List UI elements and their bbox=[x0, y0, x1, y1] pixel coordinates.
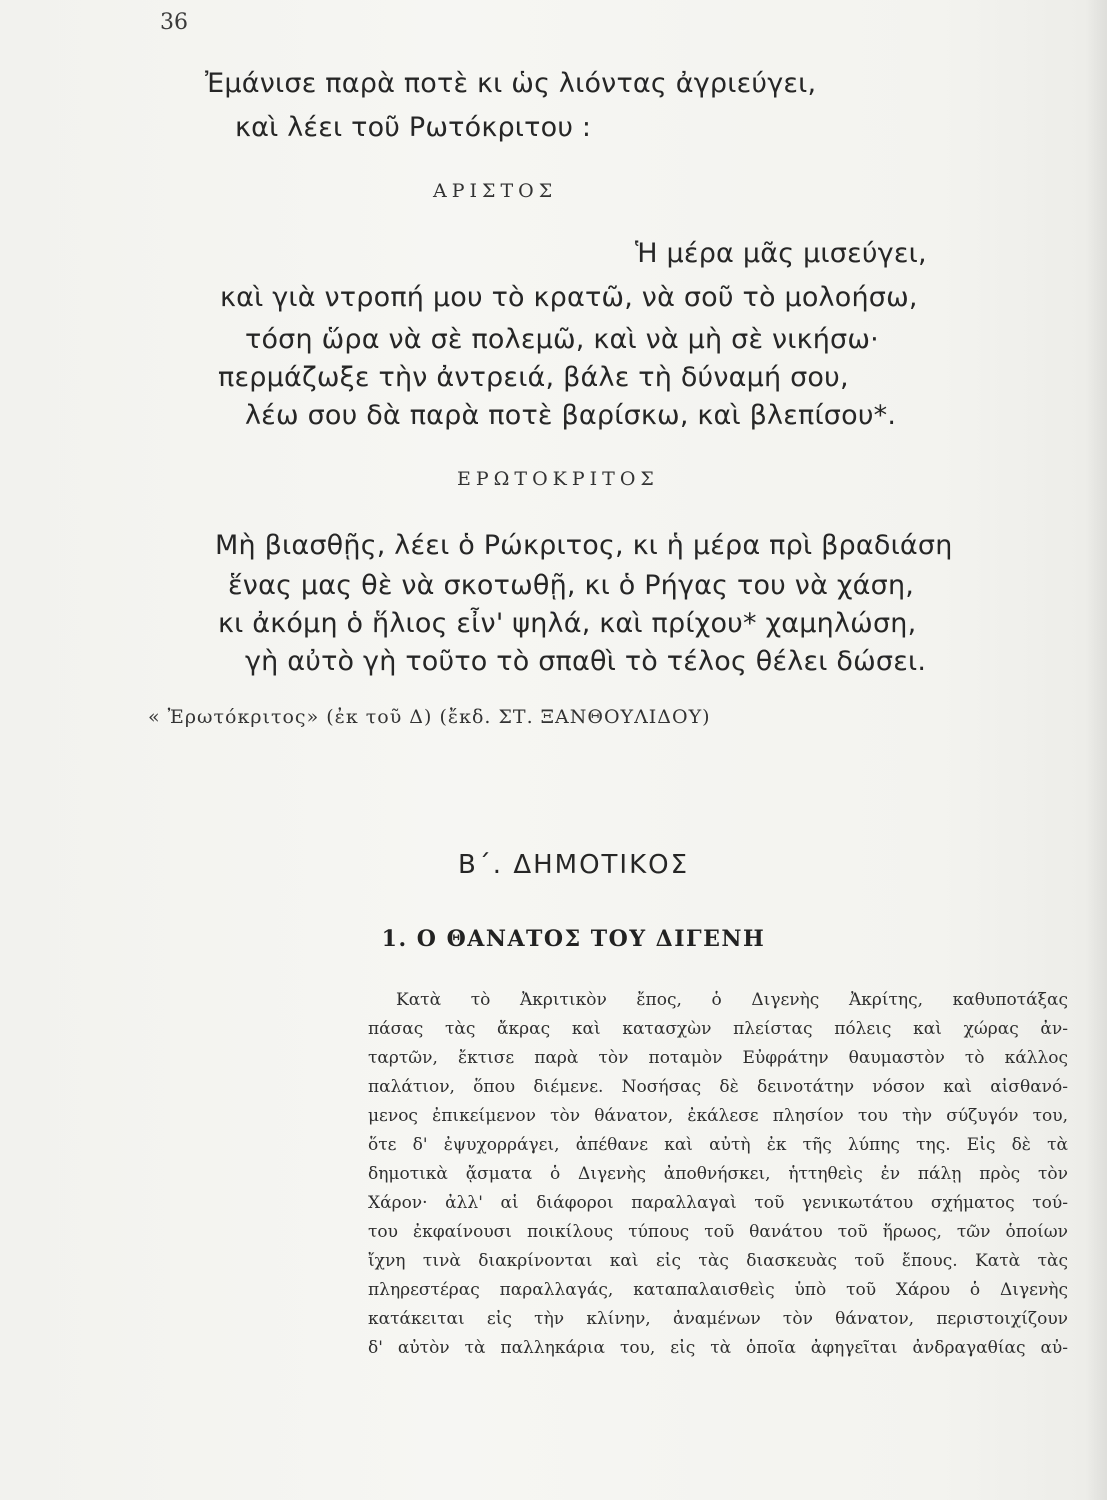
poem-line: Ἐμάνισε παρὰ ποτὲ κι ὡς λιόντας ἀγριεύγει, bbox=[205, 68, 817, 99]
section-title: Β΄. ΔΗΜΟΤΙΚΟΣ bbox=[457, 850, 690, 880]
speaker-heading: ΑΡΙΣΤΟΣ bbox=[433, 180, 558, 202]
poem-line: γὴ αὐτὸ γὴ τοῦτο τὸ σπαθὶ τὸ τέλος θέλει δώσει. bbox=[245, 646, 927, 677]
prose-line: ἴχνη τινὰ διακρίνονται καὶ εἰς τὰς διασκευὰς τοῦ ἔπους. Κατὰ τὰς bbox=[368, 1251, 1068, 1271]
page-edge-shadow bbox=[1085, 0, 1107, 1500]
poem-line: ἕνας μας θὲ νὰ σκοτωθῇ, κι ὁ Ρήγας του νὰ χάση, bbox=[228, 570, 915, 601]
poem-line: περμάζωξε τὴν ἀντρειά, βάλε τὴ δύναμή σου, bbox=[218, 362, 849, 393]
poem-line: λέω σου δὰ παρὰ ποτὲ βαρίσκω, καὶ βλεπίσου*. bbox=[245, 400, 897, 431]
speaker-heading: ΕΡΩΤΟΚΡΙΤΟΣ bbox=[457, 468, 659, 490]
poem-line: καὶ λέει τοῦ Ρωτόκριτου : bbox=[235, 112, 592, 143]
poem-line: καὶ γιὰ ντροπή μου τὸ κρατῶ, νὰ σοῦ τὸ μολοήσω, bbox=[220, 282, 918, 313]
poem-line: Μὴ βιασθῇς, λέει ὁ Ρώκριτος, κι ἡ μέρα πρὶ βραδιάση bbox=[215, 530, 953, 561]
prose-line: Κατὰ τὸ Ἀκριτικὸν ἔπος, ὁ Διγενὴς Ἀκρίτης, καθυποτάξας bbox=[396, 990, 1068, 1010]
page-number: 36 bbox=[160, 10, 188, 35]
prose-line: παλάτιον, ὅπου διέμενε. Νοσήσας δὲ δεινοτάτην νόσον καὶ αἰσθανό- bbox=[368, 1077, 1068, 1097]
chapter-title: 1. Ο ΘΑΝΑΤΟΣ ΤΟΥ ΔΙΓΕΝΗ bbox=[381, 926, 766, 952]
prose-line: πάσας τὰς ἄκρας καὶ κατασχὼν πλείστας πόλεις καὶ χώρας ἀν- bbox=[368, 1019, 1068, 1039]
prose-line: ὅτε δ' ἐψυχορράγει, ἀπέθανε καὶ αὐτὴ ἐκ τῆς λύπης της. Εἰς δὲ τὰ bbox=[368, 1135, 1068, 1155]
prose-line: πληρεστέρας παραλλαγάς, καταπαλαισθεὶς ὑπὸ τοῦ Χάρου ὁ Διγενὴς bbox=[368, 1280, 1068, 1300]
poem-line: κι ἀκόμη ὁ ἥλιος εἶν' ψηλά, καὶ πρίχου* χαμηλώση, bbox=[218, 608, 917, 639]
citation: « Ἐρωτόκριτος» (ἐκ τοῦ Δ) (ἔκδ. ΣΤ. ΞΑΝΘΟΥΛΙΔΟΥ) bbox=[148, 706, 711, 728]
prose-line: δ' αὐτὸν τὰ παλληκάρια του, εἰς τὰ ὁποῖα ἀφηγεῖται ἀνδραγαθίας αὐ- bbox=[368, 1338, 1068, 1358]
prose-line: του ἐκφαίνουσι ποικίλους τύπους τοῦ θανάτου τοῦ ἥρωος, τῶν ὁποίων bbox=[368, 1222, 1068, 1242]
prose-line: δημοτικὰ ᾄσματα ὁ Διγενὴς ἀποθνήσκει, ἡττηθεὶς ἐν πάλῃ πρὸς τὸν bbox=[368, 1164, 1068, 1184]
prose-line: ταρτῶν, ἔκτισε παρὰ τὸν ποταμὸν Εὐφράτην θαυμαστὸν τὸ κάλλος bbox=[368, 1048, 1068, 1068]
poem-line: Ἡ μέρα μᾶς μισεύγει, bbox=[635, 238, 927, 269]
prose-line: Χάρον· ἀλλ' αἱ διάφοροι παραλλαγαὶ τοῦ γενικωτάτου σχήματος τού- bbox=[368, 1193, 1068, 1213]
prose-line: μενος ἐπικείμενον τὸν θάνατον, ἐκάλεσε πλησίον του τὴν σύζυγόν του, bbox=[368, 1106, 1068, 1126]
prose-line: κατάκειται εἰς τὴν κλίνην, ἀναμένων τὸν θάνατον, περιστοιχίζουν bbox=[368, 1309, 1068, 1329]
poem-line: τόση ὥρα νὰ σὲ πολεμῶ, καὶ νὰ μὴ σὲ νικήσω· bbox=[245, 324, 879, 355]
